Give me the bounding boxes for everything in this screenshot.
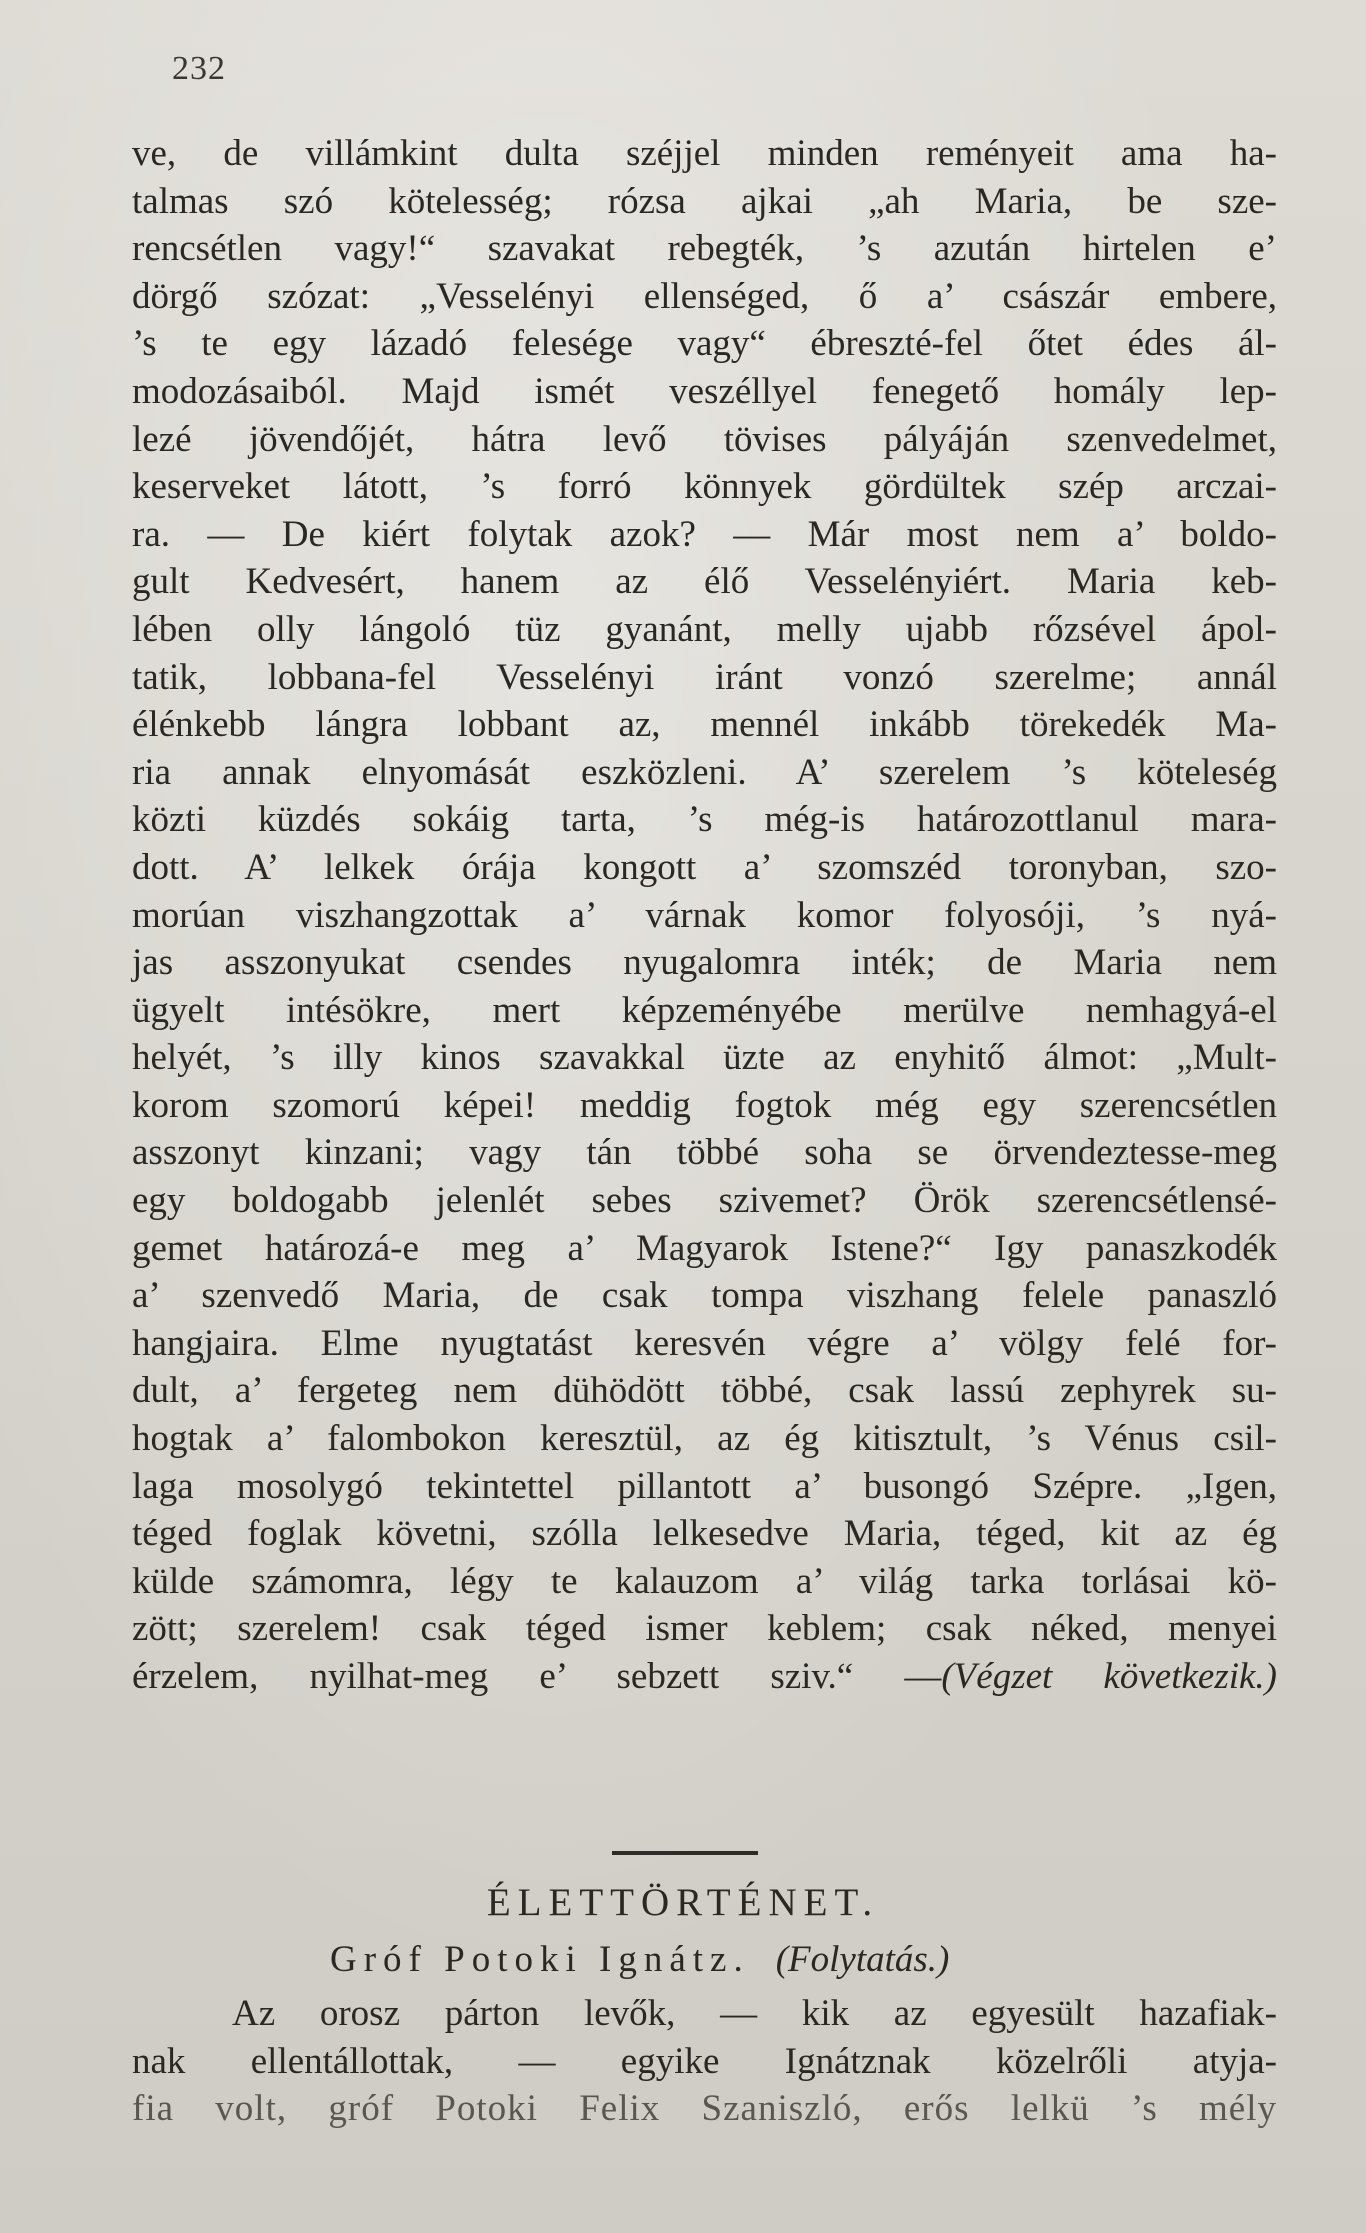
closing-line <box>132 1653 1277 1701</box>
text-line: ügyelt intésökre, mert képzeményébe merülve nemhagyá-el <box>132 989 1277 1031</box>
text-line: téged foglak követni, szólla lelkesedve Maria, téged, kit az ég <box>132 1513 1277 1555</box>
text-line: külde számomra, légy te kalauzom a’ világ tarka torlásai kö- <box>132 1560 1277 1602</box>
text-line: keserveket látott, ’s forró könnyek gördültek szép arczai- <box>132 466 1277 508</box>
section-subtitle <box>330 1938 949 1981</box>
text-line: nak ellentállottak, — egyike Ignátznak közelrőli atyja- <box>132 2040 1277 2082</box>
text-line: helyét, ’s illy kinos szavakkal üzte az enyhitő álmot: „Mult- <box>132 1037 1277 1079</box>
text-line: fia volt, gróf Potoki Felix Szaniszló, erős lelkü ’s mély <box>132 2088 1277 2130</box>
text-line: zött; szerelem! csak téged ismer keblem; csak néked, menyei <box>132 1608 1277 1650</box>
text-line: morúan viszhangzottak a’ várnak komor folyosóji, ’s nyá- <box>132 894 1277 936</box>
text-line: hangjaira. Elme nyugtatást keresvén végre a’ völgy felé for- <box>132 1322 1277 1364</box>
text-line: ’s te egy lázadó felesége vagy“ ébreszté-fel őtet édes ál- <box>132 323 1277 365</box>
text-line: asszonyt kinzani; vagy tán többé soha se örvendeztesse-meg <box>132 1132 1277 1174</box>
section-divider <box>612 1851 758 1855</box>
text-line: ve, de villámkint dulta széjjel minden reményeit ama ha- <box>132 133 1277 174</box>
text-line: a’ szenvedő Maria, de csak tompa viszhang felele panaszló <box>132 1275 1277 1317</box>
text-line: korom szomorú képei! meddig fogtok még egy szerencsétlen <box>132 1084 1277 1126</box>
text-line: dörgő szózat: „Vesselényi ellenséged, ő a’ császár embere, <box>132 275 1277 317</box>
subtitle-text: Gróf Potoki Ignátz. <box>330 1939 750 1980</box>
text-line: gemet határozá-e meg a’ Magyarok Istene?“ Igy panaszkodék <box>132 1227 1277 1269</box>
main-text-block <box>132 130 1277 1701</box>
text-line: ria annak elnyomását eszközleni. A’ szerelem ’s köteleség <box>132 751 1277 793</box>
section-text-block <box>132 1990 1277 2133</box>
text-line: jas asszonyukat csendes nyugalomra inték; de Maria nem <box>132 942 1277 984</box>
text-line: élénkebb lángra lobbant az, mennél inkább törekedék Ma- <box>132 704 1277 746</box>
text-line: lében olly lángoló tüz gyanánt, melly ujabb rőzsével ápol- <box>132 608 1277 650</box>
page-number: 232 <box>172 50 226 87</box>
continuation-note: (Végzet következik.) <box>941 1656 1277 1697</box>
text-line: tatik, lobbana-fel Vesselényi iránt vonzó szerelme; annál <box>132 656 1277 698</box>
text-line: dult, a’ fergeteg nem dühödött többé, csak lassú zephyrek su- <box>132 1370 1277 1412</box>
text-line: hogtak a’ falombokon keresztül, az ég kitisztult, ’s Vénus csil- <box>132 1418 1277 1460</box>
text-line: lezé jövendőjét, hátra levő tövises pályáján szenvedelmet, <box>132 418 1277 460</box>
text-line: laga mosolygó tekintettel pillantott a’ busongó Szépre. „Igen, <box>132 1465 1277 1507</box>
text-line: gult Kedvesért, hanem az élő Vesselényiért. Maria keb- <box>132 561 1277 603</box>
closing-line-text: érzelem, nyilhat-meg e’ sebzett sziv.“ — <box>132 1656 942 1697</box>
section-title: ÉLETTÖRTÉNET. <box>486 1881 880 1924</box>
text-line: ra. — De kiért folytak azok? — Már most nem a’ boldo- <box>132 513 1277 555</box>
text-line: talmas szó kötelesség; rózsa ajkai „ah Maria, be sze- <box>132 180 1277 222</box>
text-line: modozásaiból. Majd ismét veszéllyel fenegető homály lep- <box>132 370 1277 412</box>
text-line: egy boldogabb jelenlét sebes szivemet? Örök szerencsétlensé- <box>132 1180 1277 1222</box>
text-line: rencsétlen vagy!“ szavakat rebegték, ’s azután hirtelen e’ <box>132 228 1277 270</box>
text-line: Az orosz párton levők, — kik az egyesült hazafiak- <box>232 1993 1277 2034</box>
text-line: közti küzdés sokáig tarta, ’s még-is határozottlanul mara- <box>132 799 1277 841</box>
text-line: dott. A’ lelkek órája kongott a’ szomszéd toronyban, szo- <box>132 846 1277 888</box>
subtitle-note: (Folytatás.) <box>775 1939 950 1980</box>
